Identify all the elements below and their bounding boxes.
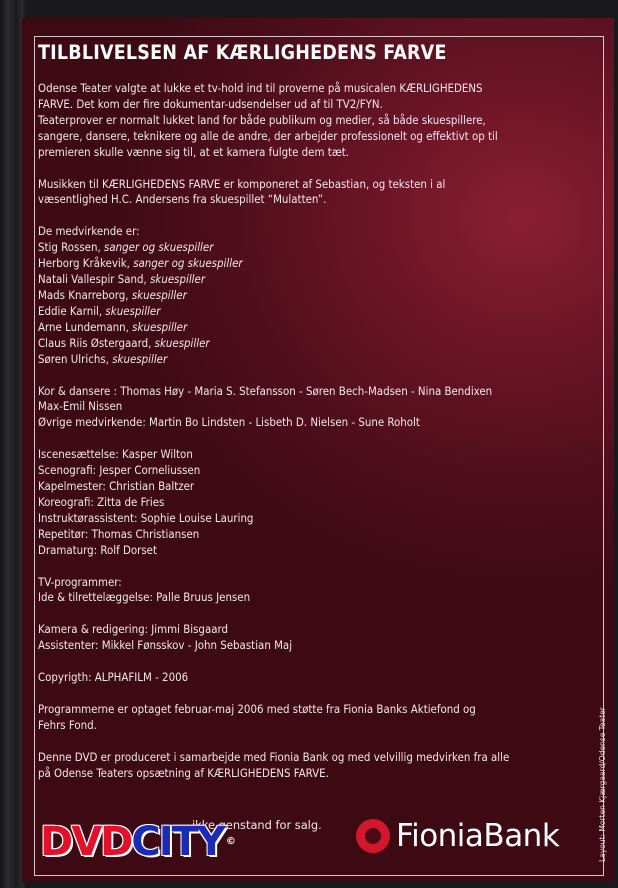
- crew-line: Scenografi: Jesper Corneliussen: [38, 463, 201, 478]
- tv-line: TV-programmer:: [38, 574, 122, 589]
- recorded-line: Programmerne er optaget februar-maj 2006 med støtte fra Fionia Banks Aktiefond og: [38, 702, 476, 717]
- cast-member: Claus Riis Østergaard, skuespiller: [38, 335, 210, 350]
- produced-line: Denne DVD er produceret i samarbejde med Fionia Bank og med velvillig medvirken fra alle: [38, 749, 510, 764]
- cast-member: Herborg Kråkevik, sanger og skuespiller: [38, 256, 243, 271]
- recorded-line: Fehrs Fond.: [38, 718, 97, 732]
- chorus-line: Max-Emil Nissen: [38, 399, 123, 414]
- produced-paragraph: [38, 750, 558, 782]
- tv-line: Ide & tilrettelæggelse: Palle Bruus Jensen: [38, 590, 251, 605]
- layout-credit: Layout: Morten Kjærgaard/Odense Teater: [598, 707, 607, 862]
- cast-list: [38, 224, 558, 367]
- cover-text: [38, 41, 558, 798]
- cast-member: Mads Knarreborg, skuespiller: [38, 287, 187, 302]
- dvdcity-logo-dvd: DVD: [40, 819, 132, 865]
- cast-member: Eddie Karnil, skuespiller: [38, 303, 161, 318]
- cast-member: Natali Vallespir Sand, skuespiller: [38, 272, 206, 287]
- intro-paragraph: [38, 81, 558, 161]
- camera-line: Assistenter: Mikkel Fønsskov - John Sebastian Maj: [38, 638, 293, 653]
- footer-partial: ikke genstand for salg.: [192, 818, 322, 832]
- crew-line: Instruktørassistent: Sophie Louise Lauring: [38, 510, 254, 525]
- recorded-paragraph: [38, 702, 558, 734]
- intro-line: Teaterprover er normalt lukket land for både publikum og medier, så både skuespillere,: [38, 112, 486, 127]
- crew-line: Repetitør: Thomas Christiansen: [38, 526, 200, 541]
- copyright-paragraph: [38, 670, 558, 686]
- fionia-logo-icon: [356, 819, 390, 853]
- intro-line: FARVE. Det kom der fire dokumentar-udsendelser ud af til TV2/FYN.: [38, 96, 383, 111]
- intro-line: premieren skulle vænne sig til, at et kamera fulgte dem tæt.: [38, 144, 350, 159]
- dvdcity-logo: [40, 820, 236, 864]
- fionia-logo-text: FioniaBank: [396, 818, 560, 854]
- cover-title: TILBLIVELSEN AF KÆRLIGHEDENS FARVE: [38, 41, 447, 64]
- camera-line: Kamera & redigering: Jimmi Bisgaard: [38, 622, 229, 637]
- cast-member: Stig Rossen, sanger og skuespiller: [38, 240, 214, 255]
- intro-line: sangere, dansere, teknikere og alle de andre, der arbejder professionelt og effektivt op til: [38, 128, 498, 143]
- crew-line: Iscenesættelse: Kasper Wilton: [38, 447, 193, 462]
- crew-list: [38, 447, 558, 558]
- crew-line: Kapelmester: Christian Baltzer: [38, 479, 195, 494]
- cast-member: Søren Ulrichs, skuespiller: [38, 351, 168, 366]
- tv-paragraph: [38, 575, 558, 607]
- cast-member: Arne Lundemann, skuespiller: [38, 319, 188, 334]
- intro-line: Odense Teater valgte at lukke et tv-hold ind til proverne på musicalen KÆRLIGHEDENS: [38, 81, 483, 95]
- chorus-paragraph: [38, 384, 558, 432]
- copyright-line: Copyrigth: ALPHAFILM - 2006: [38, 670, 189, 685]
- chorus-line: Øvrige medvirkende: Martin Bo Lindsten - Lisbeth D. Nielsen - Sune Roholt: [38, 415, 420, 430]
- cast-heading: De medvirkende er:: [38, 224, 140, 239]
- fionia-bank-logo: [356, 818, 559, 854]
- registered-mark: ©: [225, 836, 236, 847]
- crew-line: Dramaturg: Rolf Dorset: [38, 542, 157, 557]
- crew-line: Koreografi: Zitta de Fries: [38, 494, 165, 509]
- chorus-line: Kor & dansere : Thomas Høy - Maria S. Stefansson - Søren Bech-Madsen - Nina Bendixen: [38, 383, 493, 398]
- camera-paragraph: [38, 622, 558, 654]
- music-line: Musikken til KÆRLIGHEDENS FARVE er komponeret af Sebastian, og teksten i al: [38, 176, 446, 191]
- music-paragraph: [38, 177, 558, 209]
- dvdcity-logo-city: CITY: [131, 819, 224, 865]
- produced-line: på Odense Teaters opsætning af KÆRLIGHEDENS FARVE.: [38, 765, 329, 780]
- music-line: væsentlighed H.C. Andersens fra skuespillet “Mulatten”.: [38, 192, 327, 207]
